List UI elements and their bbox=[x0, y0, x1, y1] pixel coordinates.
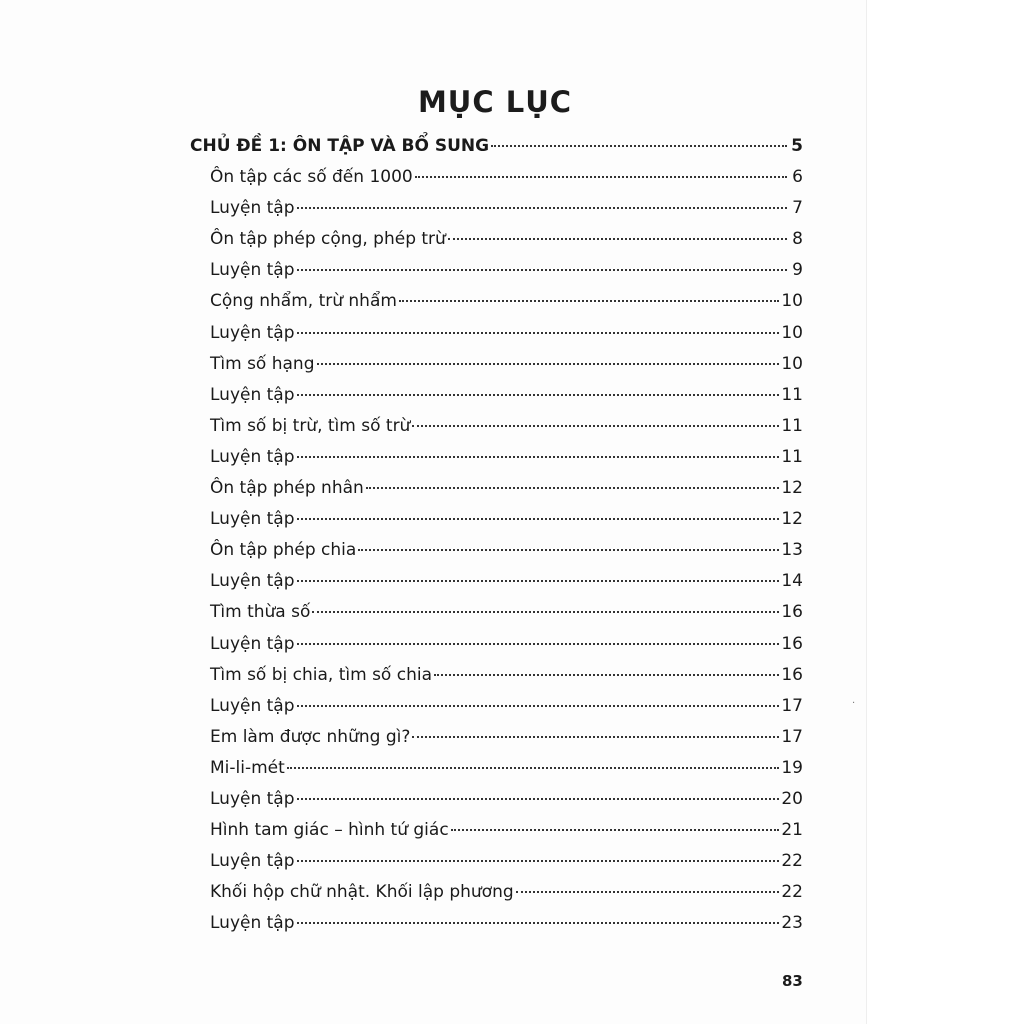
entry-label: Luyện tập bbox=[210, 913, 295, 934]
entry-page: 12 bbox=[781, 478, 803, 499]
toc-entry[interactable] bbox=[190, 291, 803, 322]
toc-entry[interactable] bbox=[190, 571, 803, 602]
toc-entry[interactable] bbox=[190, 167, 803, 198]
entry-label: Tìm số hạng bbox=[210, 353, 315, 374]
toc-entry[interactable] bbox=[190, 665, 803, 696]
entry-label: Luyện tập bbox=[210, 633, 295, 654]
entry-page: 21 bbox=[781, 820, 803, 841]
dot-leader bbox=[287, 767, 780, 769]
entry-page: 9 bbox=[792, 260, 803, 281]
dot-leader bbox=[297, 580, 780, 582]
toc-entry[interactable] bbox=[190, 416, 803, 447]
dot-leader bbox=[297, 922, 780, 924]
toc-entry[interactable] bbox=[190, 540, 803, 571]
entry-page: 10 bbox=[781, 353, 803, 374]
toc-entry[interactable] bbox=[190, 882, 803, 913]
entry-label: Hình tam giác – hình tứ giác bbox=[210, 820, 449, 841]
page-number: 83 bbox=[782, 972, 803, 990]
entry-label: Luyện tập bbox=[210, 384, 295, 405]
toc-entry[interactable] bbox=[190, 198, 803, 229]
dot-leader bbox=[412, 425, 779, 427]
chapter-page: 5 bbox=[791, 136, 803, 156]
entry-label: Luyện tập bbox=[210, 446, 295, 467]
entry-label: Mi-li-mét bbox=[210, 757, 285, 778]
scan-speck: · bbox=[852, 698, 856, 709]
dot-leader bbox=[415, 176, 787, 178]
dot-leader bbox=[491, 145, 787, 147]
toc-chapter-row[interactable] bbox=[190, 136, 803, 167]
chapter-label: CHỦ ĐỀ 1: ÔN TẬP VÀ BỔ SUNG bbox=[190, 136, 490, 156]
dot-leader bbox=[412, 736, 779, 738]
entry-page: 11 bbox=[781, 384, 803, 405]
entry-label: Khối hộp chữ nhật. Khối lập phương bbox=[210, 882, 514, 903]
entry-page: 6 bbox=[792, 167, 803, 188]
entry-label: Ôn tập phép chia bbox=[210, 540, 357, 561]
entry-page: 22 bbox=[781, 882, 803, 903]
entry-page: 22 bbox=[781, 851, 803, 872]
entry-label: Tìm số bị trừ, tìm số trừ bbox=[210, 415, 411, 436]
entry-page: 23 bbox=[781, 913, 803, 934]
entry-label: Luyện tập bbox=[210, 571, 295, 592]
entry-label: Ôn tập phép nhân bbox=[210, 478, 364, 499]
entry-label: Tìm thừa số bbox=[210, 602, 311, 623]
entry-page: 8 bbox=[792, 229, 803, 250]
entry-label: Luyện tập bbox=[210, 851, 295, 872]
toc-entry[interactable] bbox=[190, 385, 803, 416]
toc-entry[interactable] bbox=[190, 354, 803, 385]
entry-page: 11 bbox=[781, 446, 803, 467]
dot-leader bbox=[516, 891, 780, 893]
entry-page: 16 bbox=[781, 633, 803, 654]
entry-page: 17 bbox=[781, 726, 803, 747]
dot-leader bbox=[317, 363, 780, 365]
entry-page: 13 bbox=[781, 540, 803, 561]
entry-label: Luyện tập bbox=[210, 788, 295, 809]
dot-leader bbox=[297, 518, 780, 520]
dot-leader bbox=[297, 207, 787, 209]
toc-entry[interactable] bbox=[190, 478, 803, 509]
toc-entry[interactable] bbox=[190, 758, 803, 789]
dot-leader bbox=[448, 238, 787, 240]
toc-entry[interactable] bbox=[190, 323, 803, 354]
toc-entry[interactable] bbox=[190, 913, 803, 944]
toc-entry[interactable] bbox=[190, 789, 803, 820]
dot-leader bbox=[297, 860, 780, 862]
toc-entry[interactable] bbox=[190, 602, 803, 633]
toc-entry[interactable] bbox=[190, 727, 803, 758]
dot-leader bbox=[358, 549, 779, 551]
dot-leader bbox=[312, 611, 779, 613]
entry-label: Tìm số bị chia, tìm số chia bbox=[210, 664, 432, 685]
entry-label: Luyện tập bbox=[210, 260, 295, 281]
toc-entry[interactable] bbox=[190, 851, 803, 882]
entry-label: Luyện tập bbox=[210, 322, 295, 343]
entry-page: 19 bbox=[781, 757, 803, 778]
entry-page: 10 bbox=[781, 322, 803, 343]
entry-page: 16 bbox=[781, 602, 803, 623]
dot-leader bbox=[297, 332, 780, 334]
dot-leader bbox=[297, 394, 780, 396]
entry-page: 12 bbox=[781, 509, 803, 530]
entry-label: Ôn tập các số đến 1000 bbox=[210, 167, 413, 188]
dot-leader bbox=[297, 643, 780, 645]
toc-entry[interactable] bbox=[190, 696, 803, 727]
dot-leader bbox=[366, 487, 780, 489]
entry-page: 11 bbox=[781, 415, 803, 436]
dot-leader bbox=[297, 798, 780, 800]
toc-entry[interactable] bbox=[190, 509, 803, 540]
dot-leader bbox=[297, 705, 780, 707]
dot-leader bbox=[434, 674, 779, 676]
entry-page: 10 bbox=[781, 291, 803, 312]
entry-label: Cộng nhẩm, trừ nhẩm bbox=[210, 291, 397, 312]
toc-entry[interactable] bbox=[190, 820, 803, 851]
entry-page: 14 bbox=[781, 571, 803, 592]
entry-page: 20 bbox=[781, 788, 803, 809]
dot-leader bbox=[451, 829, 780, 831]
entry-label: Em làm được những gì? bbox=[210, 726, 411, 747]
toc-entry[interactable] bbox=[190, 634, 803, 665]
dot-leader bbox=[399, 300, 779, 302]
entry-page: 17 bbox=[781, 695, 803, 716]
entry-label: Luyện tập bbox=[210, 695, 295, 716]
entry-page: 16 bbox=[781, 664, 803, 685]
dot-leader bbox=[297, 269, 787, 271]
entry-page: 7 bbox=[792, 198, 803, 219]
page-title: MỤC LỤC bbox=[417, 85, 573, 120]
dot-leader bbox=[297, 456, 780, 458]
toc-entry[interactable] bbox=[190, 447, 803, 478]
table-of-contents bbox=[190, 136, 803, 944]
toc-entry[interactable] bbox=[190, 260, 803, 291]
entry-label: Ôn tập phép cộng, phép trừ bbox=[210, 229, 446, 250]
entry-label: Luyện tập bbox=[210, 509, 295, 530]
toc-entry[interactable] bbox=[190, 229, 803, 260]
entry-label: Luyện tập bbox=[210, 198, 295, 219]
